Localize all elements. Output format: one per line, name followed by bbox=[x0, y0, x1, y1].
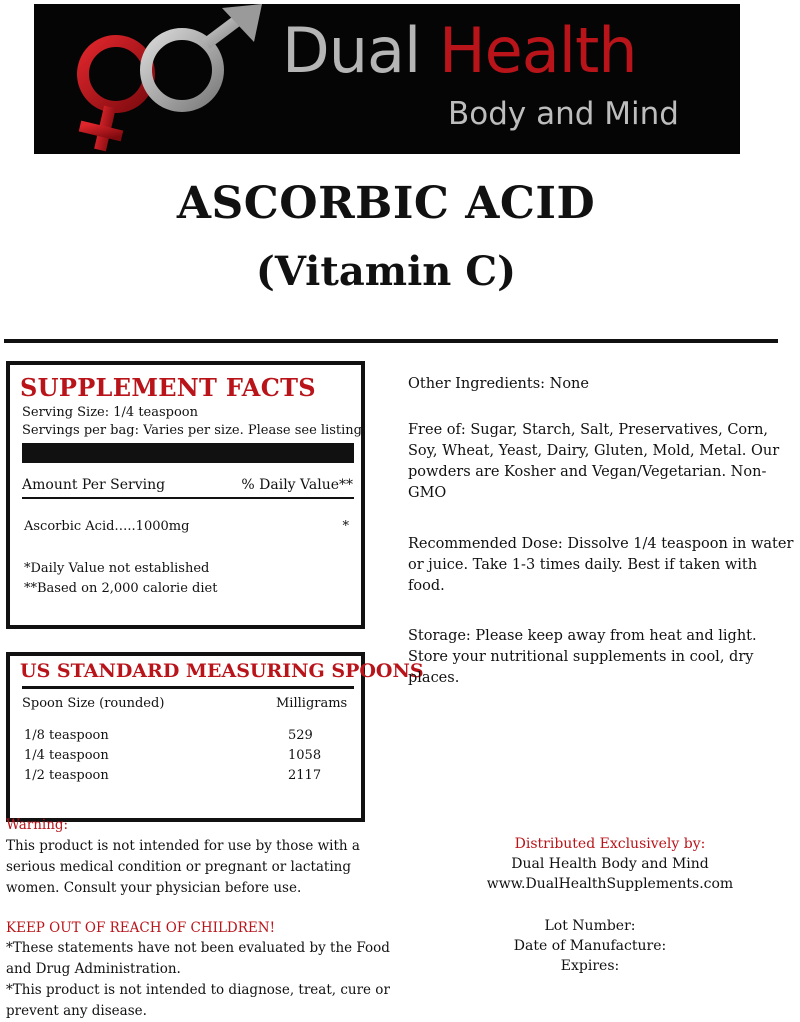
distributor-website: www.DualHealthSupplements.com bbox=[486, 876, 734, 892]
distributor-label: Distributed Exclusively by: bbox=[514, 836, 706, 852]
spoon-row-mg: 1058 bbox=[288, 748, 322, 763]
nutrient-row: Ascorbic Acid…..1000mg bbox=[24, 519, 190, 534]
facts-heading: SUPPLEMENT FACTS bbox=[20, 373, 316, 402]
brand-banner bbox=[34, 4, 740, 154]
gender-symbols-icon bbox=[34, 4, 294, 154]
warning-label: Warning: bbox=[6, 817, 69, 833]
spoon-row-mg: 2117 bbox=[288, 768, 322, 783]
fda-disclaimer: *These statements have not been evaluated by the Food and Drug Administration. bbox=[6, 940, 390, 977]
milligrams-header: Milligrams bbox=[276, 696, 348, 711]
spoon-row-mg: 529 bbox=[288, 728, 313, 743]
brand-tagline: Body and Mind bbox=[448, 96, 679, 132]
warning-text: This product is not intended for use by those with a serious medical condition or pregnant or lactating women. Consult your physician before use. bbox=[6, 838, 360, 896]
facts-divider-bar bbox=[22, 443, 354, 463]
storage-instructions: Storage: Please keep away from heat and light. Store your nutritional supplements in cool, dry places. bbox=[408, 628, 757, 686]
spoon-row-size: 1/2 teaspoon bbox=[24, 768, 109, 783]
daily-value-note: *Daily Value not established bbox=[24, 561, 210, 576]
amount-per-serving-header: Amount Per Serving bbox=[22, 477, 166, 493]
spoon-row-size: 1/8 teaspoon bbox=[24, 728, 109, 743]
spoon-row-size: 1/4 teaspoon bbox=[24, 748, 109, 763]
servings-per-bag: Servings per bag: Varies per size. Please see listing. bbox=[22, 423, 367, 438]
product-subtitle: (Vitamin C) bbox=[255, 248, 517, 295]
spoons-header-rule bbox=[22, 686, 354, 689]
divider bbox=[4, 339, 778, 343]
lot-number-label: Lot Number: bbox=[544, 918, 636, 934]
brand-name-second: Health bbox=[438, 14, 637, 87]
recommended-dose: Recommended Dose: Dissolve 1/4 teaspoon in water or juice. Take 1-3 times daily. Best if taken with food. bbox=[408, 536, 794, 594]
calorie-note: **Based on 2,000 calorie diet bbox=[24, 581, 218, 596]
spoons-heading: US STANDARD MEASURING SPOONS bbox=[20, 660, 424, 682]
product-title: ASCORBIC ACID bbox=[176, 178, 596, 229]
nutrient-daily-value: * bbox=[342, 519, 349, 534]
supplement-facts-panel bbox=[6, 361, 365, 629]
manufacture-date-label: Date of Manufacture: bbox=[513, 938, 667, 954]
brand-name bbox=[282, 14, 637, 87]
free-of-list: Free of: Sugar, Starch, Salt, Preservatives, Corn, Soy, Wheat, Yeast, Dairy, Gluten, Mold, Metal. Our powders are Kosher and Vegan/Vegetarian. Non-GMO bbox=[408, 422, 780, 501]
serving-size: Serving Size: 1/4 teaspoon bbox=[22, 405, 199, 420]
distributor-company: Dual Health Body and Mind bbox=[511, 856, 709, 872]
brand-name-first: Dual bbox=[282, 14, 421, 87]
expires-label: Expires: bbox=[560, 958, 620, 974]
keep-out-of-reach-notice: KEEP OUT OF REACH OF CHILDREN! bbox=[6, 920, 276, 936]
treatment-disclaimer: *This product is not intended to diagnose, treat, cure or prevent any disease. bbox=[6, 982, 390, 1019]
facts-header-rule bbox=[22, 497, 354, 499]
spoon-size-header: Spoon Size (rounded) bbox=[22, 696, 165, 711]
measuring-spoons-panel bbox=[6, 652, 424, 822]
other-ingredients: Other Ingredients: None bbox=[408, 376, 589, 392]
daily-value-header: % Daily Value** bbox=[241, 477, 353, 493]
